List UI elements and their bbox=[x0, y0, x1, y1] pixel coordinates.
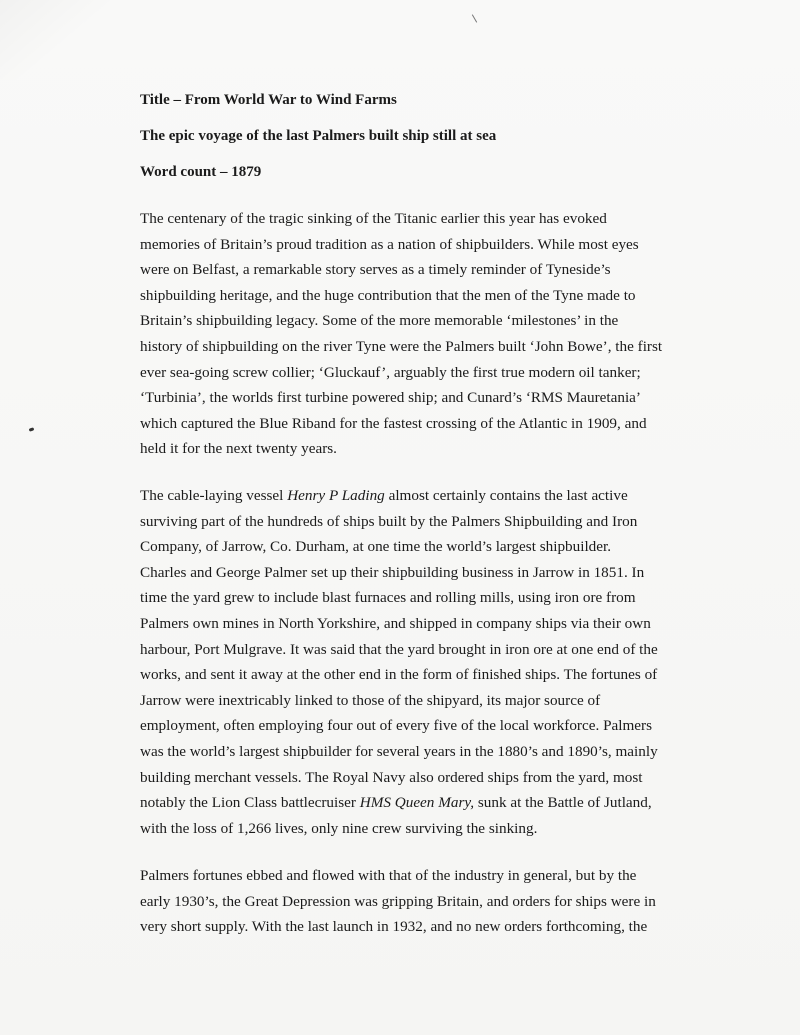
text-line bbox=[140, 790, 660, 816]
text-line bbox=[140, 637, 660, 663]
text-segment: employment, often employing four out of every five of the local workforce. Palmers bbox=[140, 717, 652, 735]
text-segment: history of shipbuilding on the river Tyne were the Palmers built ‘John Bowe’, the first bbox=[140, 337, 663, 355]
text-line bbox=[140, 360, 660, 386]
text-line bbox=[140, 585, 660, 611]
text-segment: works, and sent it away at the other end in the form of finished ships. The fortunes of bbox=[140, 666, 658, 684]
pen-mark bbox=[472, 14, 477, 22]
text-segment: The cable-laying vessel bbox=[140, 487, 288, 504]
text-line bbox=[140, 385, 660, 411]
text-segment: ever sea-going screw collier; ‘Gluckauf’, arguably the first true modern oil tanker; bbox=[140, 363, 641, 381]
text-line bbox=[140, 509, 660, 535]
text-segment: ‘Turbinia’, the worlds first turbine powered ship; and Cunard’s ‘RMS Mauretania’ bbox=[140, 389, 641, 407]
page-fold-shadow bbox=[0, 0, 120, 80]
text-line bbox=[140, 914, 660, 940]
paragraph-1 bbox=[140, 206, 663, 462]
text-line bbox=[140, 560, 660, 586]
text-line bbox=[140, 889, 660, 915]
text-segment: Britain’s shipbuilding legacy. Some of the more memorable ‘milestones’ in the bbox=[140, 312, 619, 330]
text-segment: held it for the next twenty years. bbox=[140, 440, 337, 458]
text-line bbox=[140, 816, 660, 842]
text-line bbox=[140, 611, 660, 637]
text-line bbox=[140, 662, 660, 688]
text-line bbox=[140, 308, 660, 334]
text-line bbox=[140, 534, 660, 560]
text-line bbox=[140, 334, 663, 360]
text-segment: Jarrow were inextricably linked to those of the shipyard, its major source of bbox=[140, 691, 601, 709]
text-line bbox=[140, 688, 660, 714]
text-segment: sunk at the Battle of Jutland, bbox=[474, 794, 652, 812]
paragraph-3 bbox=[140, 863, 660, 940]
ship-name: Henry P Lading bbox=[287, 487, 385, 504]
text-line bbox=[140, 765, 660, 791]
text-segment: early 1930’s, the Great Depression was gripping Britain, and orders for ships were in bbox=[140, 892, 656, 910]
text-segment: notably the Lion Class battlecruiser bbox=[140, 794, 360, 812]
text-segment: surviving part of the hundreds of ships built by the Palmers Shipbuilding and Iron bbox=[140, 512, 638, 530]
text-line bbox=[140, 257, 660, 283]
text-line bbox=[140, 411, 660, 437]
text-segment: was the world’s largest shipbuilder for several years in the 1880’s and 1890’s, mainly bbox=[140, 742, 658, 760]
text-segment: Palmers fortunes ebbed and flowed with that of the industry in general, but by the bbox=[140, 867, 637, 884]
text-segment: shipbuilding heritage, and the huge contribution that the men of the Tyne made to bbox=[140, 286, 636, 304]
text-line bbox=[140, 863, 660, 889]
ship-name: HMS Queen Mary, bbox=[359, 794, 475, 812]
ink-smudge bbox=[29, 427, 35, 432]
text-segment: The centenary of the tragic sinking of the Titanic earlier this year has evoked bbox=[140, 210, 607, 227]
text-segment: with the loss of 1,266 lives, only nine crew surviving the sinking. bbox=[140, 819, 538, 837]
text-segment: were on Belfast, a remarkable story serves as a timely reminder of Tyneside’s bbox=[140, 261, 611, 279]
document-subtitle: The epic voyage of the last Palmers built ship still at sea bbox=[140, 128, 497, 144]
paragraph-2 bbox=[140, 483, 660, 841]
text-line bbox=[140, 206, 660, 232]
text-segment: which captured the Blue Riband for the fastest crossing of the Atlantic in 1909, and bbox=[140, 414, 647, 432]
text-line bbox=[140, 483, 660, 509]
text-segment: harbour, Port Mulgrave. It was said that the yard brought in iron ore at one end of the bbox=[140, 640, 658, 658]
text-segment: Palmers own mines in North Yorkshire, and shipped in company ships via their own bbox=[140, 614, 651, 632]
text-line bbox=[140, 713, 660, 739]
text-segment: memories of Britain’s proud tradition as a nation of shipbuilders. While most eyes bbox=[140, 235, 639, 253]
text-segment: Company, of Jarrow, Co. Durham, at one time the world’s largest shipbuilder. bbox=[140, 538, 612, 556]
text-line bbox=[140, 739, 660, 765]
text-line bbox=[140, 436, 660, 462]
text-segment: very short supply. With the last launch in 1932, and no new orders forthcoming, the bbox=[140, 918, 648, 936]
text-segment: almost certainly contains the last active bbox=[384, 487, 628, 504]
text-segment: time the yard grew to include blast furnaces and rolling mills, using iron ore from bbox=[140, 589, 636, 607]
text-line bbox=[140, 283, 660, 309]
text-segment: Charles and George Palmer set up their shipbuilding business in Jarrow in 1851. In bbox=[140, 563, 645, 581]
text-line bbox=[140, 232, 660, 258]
text-segment: building merchant vessels. The Royal Navy also ordered ships from the yard, most bbox=[140, 768, 643, 786]
document-title: Title – From World War to Wind Farms bbox=[140, 92, 397, 108]
word-count: Word count – 1879 bbox=[140, 164, 262, 180]
